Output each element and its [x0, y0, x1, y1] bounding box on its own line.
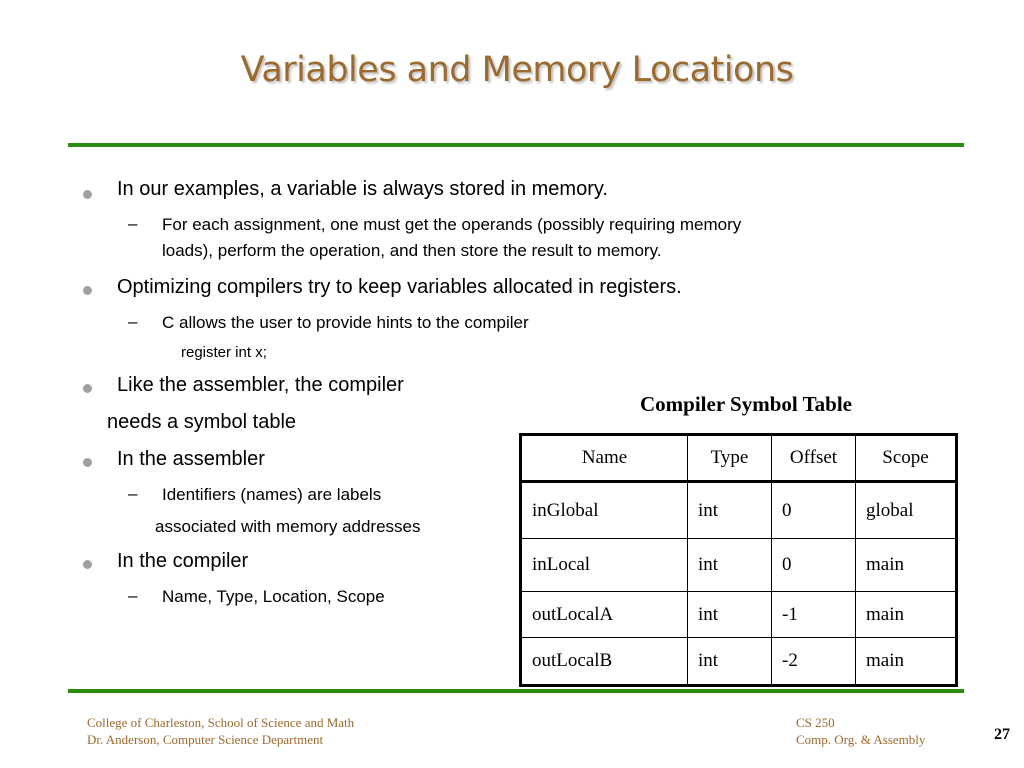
symbol-table — [519, 433, 958, 687]
bullet-4: In the assembler — [117, 448, 265, 470]
bullet-4-sub-line-2: associated with memory addresses — [155, 517, 421, 536]
table-row — [521, 638, 957, 686]
title-divider — [68, 143, 964, 147]
bullet-1-sub-line-1: For each assignment, one must get the operands (possibly requiring memory — [162, 215, 742, 234]
footer-right — [796, 714, 925, 748]
footer-course-name: Comp. Org. & Assembly — [796, 732, 926, 747]
cell-offset: 0 — [772, 539, 856, 592]
cell-type: int — [688, 638, 772, 686]
dash-icon: – — [128, 484, 138, 503]
cell-scope: main — [856, 638, 957, 686]
bullet-1: In our examples, a variable is always stored in memory. — [117, 178, 608, 200]
bullet-icon — [83, 458, 92, 467]
table-title: Compiler Symbol Table — [640, 392, 852, 416]
bullet-1-sub-line-2: loads), perform the operation, and then store the result to memory. — [162, 241, 662, 260]
cell-type: int — [688, 539, 772, 592]
header-offset: Offset — [772, 435, 856, 482]
bullet-icon — [83, 286, 92, 295]
cell-scope: global — [856, 482, 957, 539]
footer-divider — [68, 689, 964, 693]
cell-scope: main — [856, 592, 957, 638]
cell-type: int — [688, 592, 772, 638]
footer-instructor: Dr. Anderson, Computer Science Department — [87, 732, 324, 747]
dash-icon: – — [128, 586, 138, 605]
slide-title: Variables and Memory Locations — [240, 50, 794, 90]
table-header-row — [521, 435, 957, 482]
bullet-5: In the compiler — [117, 550, 249, 572]
bullet-4-sub-line-1: Identifiers (names) are labels — [162, 485, 382, 504]
header-name: Name — [521, 435, 688, 482]
footer-institution: College of Charleston, School of Science and Math — [87, 715, 355, 730]
cell-name: outLocalA — [521, 592, 688, 638]
bullet-icon — [83, 190, 92, 199]
cell-type: int — [688, 482, 772, 539]
bullet-icon — [83, 384, 92, 393]
dash-icon: – — [128, 214, 138, 233]
footer-left — [87, 714, 354, 748]
bullet-3-line-1: Like the assembler, the compiler — [117, 374, 404, 396]
cell-offset: 0 — [772, 482, 856, 539]
bullet-2: Optimizing compilers try to keep variables allocated in registers. — [117, 276, 682, 298]
dash-icon: – — [128, 312, 138, 331]
cell-name: inGlobal — [521, 482, 688, 539]
header-scope: Scope — [856, 435, 957, 482]
code-example: register int x; — [181, 344, 267, 361]
table-row — [521, 592, 957, 638]
cell-offset: -1 — [772, 592, 856, 638]
cell-name: inLocal — [521, 539, 688, 592]
page-number: 27 — [994, 726, 1010, 743]
bullet-3-line-2: needs a symbol table — [107, 411, 297, 433]
cell-scope: main — [856, 539, 957, 592]
bullet-5-sub: Name, Type, Location, Scope — [162, 587, 385, 606]
cell-name: outLocalB — [521, 638, 688, 686]
table-row — [521, 539, 957, 592]
bullet-icon — [83, 560, 92, 569]
table-row — [521, 482, 957, 539]
header-type: Type — [688, 435, 772, 482]
cell-offset: -2 — [772, 638, 856, 686]
footer-course: CS 250 — [796, 715, 835, 730]
bullet-2-sub: C allows the user to provide hints to the compiler — [162, 313, 529, 332]
